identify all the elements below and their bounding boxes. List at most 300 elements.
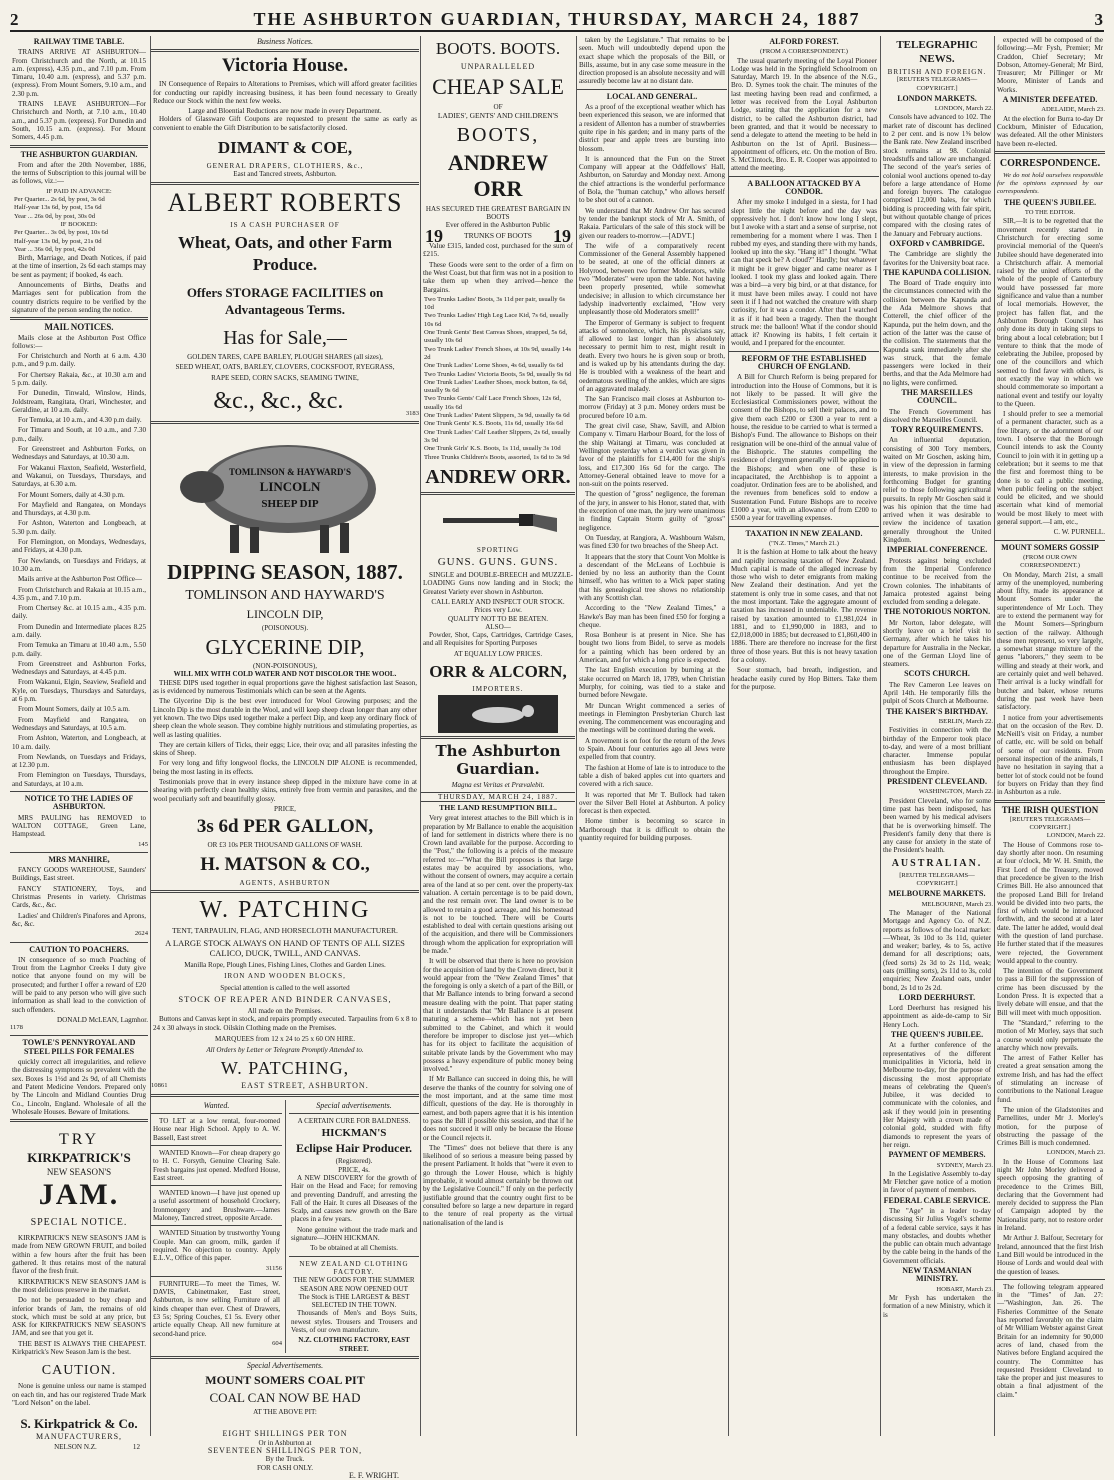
manhire-heading: MRS MANHIRE,: [48, 854, 110, 864]
wanted-item: WANTED known—I have just opened up a useful assortment of household Crockery, Ironmongery and Brushware.—James Maloney, Tancred street, opposite Arcade.: [153, 1189, 280, 1223]
arrive-item: From Flemington on Tuesdays, Thursdays, and Saturdays, at 10 a.m.: [12, 771, 146, 788]
arrive-item: From Dunedin and Intermediate places 8.25 a.m. daily.: [12, 622, 146, 639]
try-label: TRY: [58, 1131, 100, 1149]
rifle-lock-shape: [519, 514, 535, 526]
lincoln-dip-label: LINCOLN DIP,: [246, 606, 324, 621]
news-item: The question of "gross" negligence, the foreman of the jury, in answer to his Honor, stated that, with the exception of one man, the jury were unanimous in finding Captain Storm guilty of "gross" negligence.: [579, 490, 725, 532]
ad-number: 10861: [151, 1082, 168, 1090]
reuter-label: [REUTER TELEGRAMS—COPYRIGHT.]: [899, 871, 975, 888]
guns-inspect: CALL EARLY AND INSPECT OUR STOCK.: [431, 597, 565, 606]
divider: [10, 145, 148, 148]
arrive-item: From Mount Somers, daily at 10.5 a.m.: [18, 705, 130, 714]
of-label: OF: [493, 103, 503, 112]
list-item: Three Trunks Children's Boots, assorted, 1s 6d to 3s 9d: [424, 453, 570, 461]
jubilee-letter-body-2: I should prefer to see a memorial of a permanent character, such as a free library, or the adornment of our town. I observe that the Borough Council intends to ask the County Council to join with it in getting up a celebration; but it seems to me that the first and foremost thing to be done is to call a public meeting, when public feeling on the subject could be elicited, and we should ascertain what kind of memorial would be most likely to meet with general support.—I am, etc.,: [997, 410, 1103, 527]
notices-fee: Birth, Marriage, and Death Notices, if paid at the time of insertion, 2s 6d each stamps may be sent as payment; if booked, 4s each.: [12, 254, 146, 279]
manhire-warehouse: FANCY GOODS WAREHOUSE, Saunders' Buildings, East street.: [12, 866, 146, 883]
list-item: Two Trunks Gents' Calf Lace French Shoes, 12s 6d, usually 16s 6d: [424, 395, 561, 411]
imperial-heading: IMPERIAL CONFERENCE.: [886, 545, 988, 555]
andrew-orr-signature: ANDREW ORR.: [425, 465, 571, 488]
special-notice-heading: SPECIAL NOTICE.: [30, 1217, 128, 1229]
land-bill-para-3: If Mr Ballance can succeed in doing this, he will deserve the thanks of the country for solving one of the most important, and at the same time most difficult, questions of the day. He is thoroughly in earnest, and both papers agree that it is his intention to pass the Bill if possible this session, and that if he does not succeed it will only be because the House or the Council rejects it.: [423, 1075, 573, 1142]
arrive-item: From Newlands, on Tuesdays and Fridays, at 12.30 p.m.: [12, 752, 146, 770]
also-prices: AT EQUALLY LOW PRICES.: [453, 649, 543, 658]
sheep-illustration: [170, 427, 400, 557]
offered-label: Ever offered in the Ashburton Public: [445, 221, 551, 230]
hickman-section: Special advertisements. A CERTAIN CURE FOR BALDNESS. HICKMAN'S Eclipse Hair Producer. (Registered). PRICE, 4s. A NEW DISCOVERY for the growth of Hair on the Head and Face; for removing and preventing Dandruff, and arresting the Fall of the Hair. It cures all Diseases of the Scalp, and causes new growth on the Bare places in a few years. None genuine without the trade mark and signature—JOHN HICKMAN. To be obtained at all Chemists. NEW ZEALAND CLOTHING FACTORY. THE NEW GOODS FOR THE SUMMER SEASON ARE NOW OPENED OUT The Stock is THE LARGEST & BEST SELECTED IN THE TOWN. Thousands of Men's and Boys Suits, newest styles. Trousers and Trousers and Vests, of our own manufacture. N.Z. CLOTHING FACTORY, EAST STREET.: [291, 1100, 417, 1353]
poisonous-label: (POISONOUS).: [261, 623, 309, 632]
column-7: [994, 36, 1105, 1436]
glycerine-dip-label: GLYCERINE DIP,: [205, 635, 365, 660]
mail-item: For Wakanui Flaxton, Seafield, Westerfield, and Wakanui, on Tuesdays, Thursdays, and Saturdays, at 6.30 a.m.: [12, 463, 146, 489]
alford-body: The usual quarterly meeting of the Loyal Pioneer Lodge was held in the Springfield Schoolroom on Saturday, March 19. In the absence of the N.G., Bro. D. Symes took the chair. The minutes of the last meeting having been read and confirmed, a letter was received from the Loyal Ashburton Lodge, stating that the application for a new district, to be called the Ashburton district, had been granted, and that it would be necessary to send a delegate to attend the meeting to be held in Ashburton on the 1st of April. Business—appointment of officers, etc. On the motion of Bro. S. McClintock, Bro. E. R. Cooper was appointed to attend the meeting.: [731, 56, 878, 173]
arrive-item: From Wakanui, Elgin, Seaview, Seafield and Kyle, on Tuesdays, Thursdays and Saturdays, at 6 p.m.: [12, 678, 146, 704]
sheep-label-2: LINCOLN: [259, 478, 321, 494]
news-item: The Emperor of Germany is subject to frequent attacks of somnolence, which, his physicians say, if allowed to last longer than is absolutely necessary to permit him to rest, might result in death. Every two hours he is given soup or broth, and is waked up by his attendants during the day. He is troubled with a weakness of the heart and oedematous swelling of the ankles, which are signs of an aggravated malady.: [579, 318, 725, 393]
mail-item: For Christchurch and North at 6 a.m. 4.30 p.m., and 9 p.m. daily.: [12, 352, 146, 369]
mail-intro: Mails close at the Ashburton Post Office follows:—: [12, 333, 146, 350]
tasmanian-body: Mr Fysh has undertaken the formation of a new Ministry, which it is: [883, 1293, 991, 1319]
news-item: It appears that the story that Count Von Moltke is a descendant of the McLeans of Lochbuie is denied by no less an authority than the Count himself, who has written to a Wick paper stating that his genealogical tree shows no relationship with any Scottish clan.: [579, 552, 725, 602]
oxford-heading: OXFORD v CAMBRIDGE.: [889, 238, 985, 248]
reuter-label: [REUTER'S TELEGRAMS—COPYRIGHT.]: [896, 76, 978, 92]
norton-body: Mr Norton, labor delegate, will shortly leave on a brief visit to Germany, after which he takes his departure for Australia in the Neckar, one of the German Lloyd line of steamers.: [883, 618, 991, 669]
mail-item: For Greenstreet and Ashburton Forks, on Wednesdays and Saturdays, at 10.30 a.m.: [12, 445, 146, 462]
arrive-item: From Ashton, Waterton, and Longbeach, at 10 a.m. daily.: [12, 734, 146, 751]
land-bill-continued: taken by the Legislature." That remains to be seen. Much will undoubtedly depend upon the exact shape which the proposals of the Bill, or Bills, assume, but in any case some measure in the direction proposed is an absolute necessity and will assuredly become law at no distant date.: [579, 36, 725, 86]
taxation-heading: TAXATION IN NEW ZEALAND.: [745, 528, 863, 538]
subscription-terms: IF PAID IN ADVANCE: Per Quarter... 2s 6d, by post, 3s 6d Half-year 13s 6d, by post, 15s 6d Year ... 26s 0d, by post, 30s 0d IF BOOKED: Per Quarter... 3s 0d, by post, 10s 6d Half-year 13s 0d, by post, 21s 0d Year ... 36s 0d, by post, 42s 0d: [14, 187, 112, 253]
railway-arrive: TRAINS ARRIVE AT ASHBURTON—From Christchurch and the North, at 10.15 a.m. (express), 4.35 p.m., and 7.10 p.m. From Timaru, 10.40 a.m. (express), and 5.37 p.m. (express). From Mount Somers, 9.10 a.m., and 2.30 p.m.: [12, 48, 146, 98]
mail-item: For Ashton, Waterton and Longbeach, at 5.30 p.m. daily.: [12, 519, 146, 536]
masthead: [10, 6, 1104, 32]
coal-location: AT THE ABOVE PIT:: [253, 1408, 317, 1417]
farm-produce-label: Wheat, Oats, and other Farm Produce.: [177, 232, 393, 274]
church-reform-heading: REFORM OF THE ESTABLISHED CHURCH OF ENGLAND.: [741, 353, 867, 371]
irish-body: Mr Arthur J. Balfour, Secretary for Ireland, announced that the first Irish Land Bill would be introduced in the House of Lords and would deal with the question of leases.: [997, 1234, 1103, 1276]
news-item: It is announced that the Fun on the Street Company will appear at the Oddfellows' Hall, Ashburton, on Saturday and Monday next. Among the chief attractions is the wonderful performance of Bola, the "human catchup," who allows herself to be shot out of a cannon.: [579, 154, 725, 205]
dip-body-4: For very long and fifty longwool flocks, the LINCOLN DIP ALONE is recommended, being the most lasting in its effects.: [153, 759, 417, 776]
ad-number: 145: [138, 840, 148, 848]
coal-ashburton: Or in Ashburton at: [258, 1438, 312, 1447]
irish-body: In the House of Commons last night Mr John Morley delivered a speech opposing the granting of precedence to the Crimes Bill, declaring that the Government had merely decided to suppress the Plan of Campaign adopted by the Nationalist party, not to restore order in Ireland.: [997, 1157, 1103, 1233]
dip-body-2: The Glycerine Dip is the best ever introduced for Wool Growing purposes; and the Lincoln Dip is the most durable in the Wool, and will keep sheep clean longer than any other yet known. The two Dips used together make a perfect Dip, and keep any ordinary flock of sheep clean the whole season. They combine highly nutritious and stimulating properties, as well as lasting qualities.: [153, 697, 417, 739]
cheap-sale-label: CHEAP SALE: [432, 74, 564, 100]
guardian-heading: THE ASHBURTON GUARDIAN.: [20, 149, 138, 159]
newspaper-title: The Ashburton Guardian.: [435, 742, 561, 779]
irish-body: The "Standard," referring to the motion of Mr Morley, says that such a course would only perpetuate the anarchy which now prevails.: [997, 1018, 1103, 1052]
dimant-address: East and Tancred streets, Ashburton.: [233, 170, 337, 179]
patching-canvases: STOCK OF REAPER AND BINDER CANVASES,: [178, 993, 392, 1004]
land-bill-para-2: It will be observed that there is here no provision for the acquisition of land by the Crown direct, but it would appear from the "New Zealand Times" that the foregoing is only a sketch of a part of the Bill, or that Mr Ballance intends to bring forward a second measure dealing with the point. That paper stating that it understands that "Mr Ballance is at present maturing a scheme—which has not yet been submitted to the Cabinet, and which it would therefore be improper to disclose just yet—which has for its object to facilitate the acquisition of suitable private lands by the Government who may possess a heavy expenditure of public money being involved.": [423, 957, 573, 1074]
coal-price-town: SEVENTEEN SHILLINGS PER TON,: [207, 1446, 363, 1456]
boots-heading: BOOTS. BOOTS.: [435, 39, 561, 58]
kirkpatrick-footer: [18, 1443, 140, 1451]
column-4: [576, 36, 727, 1436]
mail-item: For Timaru and South, at 10 a.m., and 7.30 p.m., daily.: [12, 426, 146, 443]
column-1: [10, 36, 148, 1452]
dateline: MELBOURNE, March 23.: [921, 900, 993, 908]
list-item: Two Trunks Ladies' High Leg Lace Kid, 7s 6d, usually 10s 6d: [424, 312, 569, 328]
list-item: One Trunk Ladies' Leather Shoes, mock button, 6s 6d, usually 9s 6d: [424, 378, 568, 395]
special-3: Do not be persuaded to buy cheap and inferior brands of Jam, the remains of old stock, which must be sold at any price, but ASK for KIRKPATRICK'S NEW SEASON'S JAM, and see that you get it.: [12, 1296, 146, 1338]
arrive-item: From Christchurch and Rakaia at 10.15 a.m., 4.35 p.m., and 7.10 p.m.: [12, 585, 146, 602]
patching-repairs: Buttons and Canvas kept in stock, and repairs promptly executed. Tarpaulins from 6 x 8 to 24 x 30 always in stock. Oilskin Clothing made on the Premises.: [153, 1015, 417, 1032]
tory-heading: TORY REQUIREMENTS.: [890, 425, 984, 435]
guns-body: SINGLE and DOUBLE-BREECH and MUZZLE-LOADING Guns now landing and in Stock; the Greatest Variety ever shown in Ashburton.: [423, 571, 573, 596]
payment-heading: PAYMENT OF MEMBERS.: [888, 1150, 986, 1160]
scots-body: The Rev Cameron Lee leaves on April 14th. He temporarily fills the pulpit of Scots Church at Melbourne.: [883, 680, 991, 706]
price-label: PRICE,: [274, 804, 296, 813]
notices-verify: Announcements of Births, Deaths and Marriages sent for publication from the country districts require to be verified by the signature of the person sending the notice.: [12, 281, 146, 314]
newspaper-date: THURSDAY, MARCH 24, 1887.: [421, 792, 575, 802]
column-6: [880, 36, 993, 1436]
mail-item: For Newlands, on Tuesdays and Fridays, at 10.30 a.m.: [12, 556, 146, 573]
railway-leave: TRAINS LEAVE ASHBURTON—For Christchurch and North, at 7.10 a.m., 10.40 a.m., and 5.37 p.m. (express). For Dunedin and South, 10.15 a.m. (express). For Mount Somers, 4.45 p.m.: [12, 100, 146, 142]
rifle-illustration: [433, 498, 563, 544]
albert-roberts-heading: ALBERT ROBERTS: [167, 187, 403, 217]
sheep-leg-shape: [230, 525, 239, 553]
tasmanian-heading: NEW TASMANIAN MINISTRY.: [902, 1266, 972, 1284]
special-ads-heading: Special Advertisements.: [246, 1360, 324, 1370]
victoria-body-1: IN Consequence of Repairs to Alterations to Premises, which will afford greater facilities for conducting our rapidly increasing business, it has been found necessary to Greatly Reduce our Stock within the next few weeks.: [153, 80, 417, 105]
melbourne-body: The Manager of the National Mortgage and Agency Co. of N.Z. reports as follows of the local market:—Wheat, 3s 10d to 3s 11d, quieter and weaker; barley, 4s to 5s, active demand for all descriptions; oats, (feed sorts) 2s 3d to 2s 11d, weak; oats (milling sorts), 2s 11d to 3s, cold enquiries; New Zealand oats, under bond, 2s 1d to 2s 2d.: [883, 908, 991, 992]
land-bill-heading: THE LAND RESUMPTION BILL.: [439, 802, 557, 812]
guardian-terms-intro: From and after the 20th November, 1886, the terms of Subscription to this journal will be as follows, viz.:—: [12, 160, 146, 186]
mail-heading: MAIL NOTICES.: [44, 322, 114, 333]
dimant-coe-heading: DIMANT & COE,: [217, 138, 353, 158]
dog-head-shape: [522, 705, 534, 717]
column-3: [420, 36, 575, 1436]
ladies-heading: NOTICE TO THE LADIES OF ASHBURTON.: [24, 794, 134, 812]
dateline: SYDNEY, March 23.: [936, 1161, 993, 1169]
trunks-label: TRUNKS OF BOOTS: [464, 230, 532, 240]
reuter-label: [REUTER'S TELEGRAMS—COPYRIGHT.]: [1009, 815, 1091, 832]
coal-cash: FOR CASH ONLY.: [256, 1463, 314, 1472]
patching-heading: W. PATCHING: [199, 896, 371, 923]
sheep-head-shape: [180, 471, 224, 503]
coal-pit-heading: MOUNT SOMERS COAL PIT: [205, 1373, 365, 1388]
sheep-leg-shape: [320, 525, 329, 553]
alford-source: (FROM A CORRESPONDENT.): [760, 48, 848, 56]
rifle-barrel-shape: [443, 518, 523, 523]
nonpoisonous-label: (NON-POISONOUS),: [252, 662, 318, 671]
dateline: HOBART, March 23.: [936, 1285, 993, 1293]
wanted-item: TO LET at a low rental, four-roomed House near High School. Apply to A. W. Bassell, East street: [153, 1117, 280, 1142]
local-general-heading: LOCAL AND GENERAL.: [606, 91, 698, 101]
guns-heading: GUNS. GUNS. GUNS.: [437, 556, 559, 569]
jubilee-letter-body: SIR,—It is to be regretted that the movement recently started in Christchurch for erecting some provincial memorial of the Queen's Jubilee should have degenerated into a Christchurch affair. A memorial raised by the united efforts of the whole of the people of Canterbury would have possessed far more significance and value than a number of local memorials. However, the project has fallen flat, and the Ashburton Borough Council has only done its duty in taking steps to bring about a local celebration; but I venture to think that the mode of celebrating the Jubilee, proposed by one of the councillors and which seemed to find favor with others, is not exactly the way in which we should commemorate so important a national event and testify our loyalty to the Queen.: [997, 217, 1103, 408]
mount-somers-body-2: I notice from your advertisements that on the occasion of the Rev. D. McNeill's visit on Friday, a number of cattle, etc. will be sold on behalf of some of our residents. From personal inspection of the animals, I have no hesitation in saying that a better lot of stock could not be found for buyers on Friday than they find in Ashburton as a rule.: [997, 713, 1103, 797]
ad-number: 31156: [265, 1264, 282, 1272]
ad-number: 2624: [134, 930, 148, 938]
news-item: Home timber is becoming so scarce in Marlborough that it is difficult to obtain the quantity required for building purposes.: [579, 817, 725, 843]
value-label: Value £315, landed cost, purchased for the sum of £215.: [423, 242, 573, 259]
patching-premises: All made on the Premises.: [247, 1006, 323, 1015]
jubilee-heading: THE QUEEN'S JUBILEE.: [890, 1030, 984, 1040]
list-item: One Trunk Ladies' Calf Leather Slippers, 2s 6d, usually 3s 9d: [424, 428, 571, 444]
wanted-item: WANTED Known—For cheap drapery go to H. C. Forsyth, Genuine Clearing Sale. Fresh bargains just opened. Medford House, East street.: [153, 1148, 280, 1182]
scots-heading: SCOTS CHURCH.: [904, 669, 970, 679]
has-for-sale-label: Has for Sale,—: [223, 326, 347, 349]
federal-cable-heading: FEDERAL CABLE SERVICE.: [883, 1195, 991, 1205]
news-item: As a proof of the exceptional weather which has been experienced this season, we are informed that a resident of Allenton has a number of strawberries quite ripe in his garden; and in many parts of the district pear and apple trees are bursting into blossom.: [579, 103, 725, 153]
sheep-leg-shape: [340, 523, 349, 553]
news-item: According to the "New Zealand Times," a Hawke's Bay man has been fined £50 for forging a cheque.: [579, 604, 725, 629]
news-item: The last English execution by burning at the stake occurred on March 18, 1789, when Christian Murphy, for coining, was tied to a stake and burned before Newgate.: [579, 666, 725, 700]
news-item: The fashion at Home of late is to introduce to the table a dish of baked apples cut into quarters and covered with a rich sauce.: [579, 763, 725, 789]
poachers-body: IN consequence of so much Poaching of Trout from the Lagmhor Creeks I duty give notice that anyone found on my will be prosecuted; and further I offer a reward of £20 will be paid to any person who will give such information as shall lead to the conviction of such offenders.: [12, 955, 146, 1014]
patching-blocks: IRON AND WOODEN BLOCKS,: [224, 972, 346, 981]
wanted-item: FURNITURE—To meet the Times, W. DAVIS, Cabinetmaker, East street, Ashburton, is now selling Furniture of all kinds cheaper than ever. Chest of Drawers, £3 5s; Spring Couches, £1 5s. Every other article equally Cheap. All new furniture at second-hand price.: [153, 1279, 280, 1338]
victoria-body-2: Large and Bloential Reductions are now made in every Department.: [188, 107, 382, 116]
irish-body: The arrest of Father Keller has created a great sensation among the extreme Irish, and has had the effect of stimulating an increase of contributions to the National League fund.: [997, 1054, 1103, 1104]
arrive-item: From Temuka an Timaru at 10.40 a.m., 5.50 p.m. daily.: [12, 641, 146, 658]
payment-body: In the Legislative Assembly to-day Mr Fletcher gave notice of a motion in favor of payment of members.: [883, 1169, 991, 1195]
importers-label: IMPORTERS.: [472, 685, 524, 694]
sale-line-1: GOLDEN TARES, CAPE BARLEY, PLOUGH SHARES (all sizes),: [187, 352, 383, 361]
mount-somers-source: (FROM OUR OWN CORRESPONDENT.): [1020, 553, 1080, 570]
pauling-notice: MRS PAULING has REMOVED to WALTON COTTAGE, Green Lane, Hampstead.: [12, 813, 146, 839]
sporting-label: SPORTING: [476, 545, 520, 554]
sheep-label-3: SHEEP DIP: [261, 497, 319, 510]
correspondence-heading: CORRESPONDENCE.: [999, 157, 1101, 169]
british-foreign-label: BRITISH AND FOREIGN.: [887, 68, 987, 76]
mail-item: For Temuka, at 10 a.m., and 4.30 p.m daily.: [18, 416, 142, 425]
tomlinson-heading: TOMLINSON AND HAYWARD'S: [185, 587, 385, 603]
railway-heading: RAILWAY TIME TABLE.: [33, 37, 125, 46]
victoria-house-heading: Victoria House.: [222, 55, 348, 77]
list-item: One Trunk Gents' Best Canvas Shoes, strapped, 5s 6d, usually 10s 6d: [424, 329, 568, 345]
london-markets-body: Consols have advanced to 102. The market rate of discount has declined to 2 per cent. and is now 1⅝ below the Bank rate. New Zealand inscribed stock remains at 98. Colonial breadstuffs and tallow are unchanged. The second of the year's series of colonial wool auctions opened to-day before a large attendance of Home and foreign buyers. The catalogue comprised 12,000 bales, for which bidding is proceeding with fair spirit, but without quotable change of prices compared with the closing rates of the January and February auctions.: [883, 113, 991, 238]
kapunda-body: The Board of Trade enquiry into the circumstances connected with the collision between the Kapunda and the Ada Melmore shows that Cotterell, the chief officer of the Kapunda, put the helm down, and the action of the latter was the cause of the collision. The statements that the Kapunda sank immediately after she was struck, that the female passengers were locked in their berths, and that the Ada Melmore had no lights, were confirmed.: [883, 279, 991, 387]
dateline: LONDON, March 22.: [934, 105, 993, 113]
dog-illustration: [438, 695, 558, 733]
poachers-signature: DONALD McLEAN, Lagmhor.: [56, 1015, 148, 1024]
news-item: The great civil case, Shaw, Savill, and Albion Company v. Timaru Harbour Board, for the loss of the ship Waitangi at Timaru, was concluded at Wellington yesterday when a verdict was given in favor of the plaintiffs for £14,400 for the ship's loss, and £17,300 16s 6d for the cargo. The Attorney-General obtained leave to move for a non-suit on the points reserved.: [579, 422, 725, 489]
news-item: The San Francisco mail closes at Ashburton to-morrow (Friday) at 3 p.m. Money orders must be procured before 10 a.m.: [579, 395, 725, 420]
news-item: It was reported that Mr T. Bullock had taken over the Silver Bell Hotel at Ashburton. A policy forecast is then expected.: [579, 790, 725, 816]
coal-price-pit: EIGHT SHILLINGS PER TON: [222, 1429, 348, 1439]
new-season-label: NEW SEASON'S: [46, 1167, 112, 1178]
patching-signature: W. PATCHING,: [220, 1058, 350, 1079]
to-editor-label: TO THE EDITOR.: [1024, 209, 1076, 217]
dateline: BERLIN, March 22.: [938, 717, 993, 725]
arrive-item: From Chertsey &c. at 10.15 a.m., 4.35 p.m. daily.: [12, 604, 146, 621]
australian-heading: AUSTRALIAN.: [891, 857, 983, 869]
list-item: Two Trunk Ladies' French Shoes, at 10s 9d, usually 14s 2d: [424, 345, 572, 361]
wanted-section: [151, 1100, 286, 1353]
list-item: One Trunk Gents' K.S. Boots, 11s 6d, usually 16s 6d: [424, 420, 563, 428]
mail-item: For Mount Somers, daily at 4.30 p.m.: [18, 490, 125, 499]
etc-label: &c., &c., &c.: [213, 387, 344, 414]
mount-somers-heading: MOUNT SOMERS GOSSIP: [1001, 542, 1099, 552]
irish-body: The union of the Gladstonites and Parnellites, under Mr J. Morley's motion, for the purpose of obstructing the passage of the Crimes Bill is much condemned.: [997, 1105, 1103, 1148]
patching-address: EAST STREET, ASHBURTON.: [241, 1081, 369, 1091]
deerhurst-heading: LORD DEERHURST.: [898, 992, 976, 1002]
towle-body: quickly correct all irregularities, and relieve the distressing symptoms so prevalent with the sex. Boxes 1s 1½d and 2s 9d, of all Chemists and Patent Medicine Vendors. Prepared only by The Lincoln and Midland Counties Drug Co., Lincoln, England. Wholesale of all the Wholesale Houses. Beware of Imitations.: [12, 1058, 146, 1116]
wanted-heading: Wanted.: [203, 1100, 230, 1110]
mail-item: For Mayfield and Rangatea, on Mondays and Thursdays, at 4.30 p.m.: [12, 500, 146, 518]
marseilles-body: The French Government has dissolved the Marseilles Council.: [883, 407, 991, 424]
taxation-source: ("N.Z. Times," March 21.): [768, 539, 840, 547]
coal-truck: By the Truck.: [265, 1455, 305, 1464]
rifle-stock-shape: [533, 514, 557, 532]
matson-heading: H. MATSON & CO.,: [200, 853, 370, 875]
special-2: KIRKPATRICK'S NEW SEASON'S JAM is the most delicious preserve in the market.: [12, 1277, 146, 1294]
wanted-item: WANTED Situation by trustworthy Young Couple. Man can groom, milk, garden if required. No objection to country. Apply E.L.V., Office of this paper.: [153, 1229, 280, 1263]
prices-label: Prices very Low.: [474, 606, 522, 615]
land-bill-para-4: The "Times" does not believe that there is any likelihood of so serious a measure being passed by the present Parliament. It holds that "were it even to go through the Lower House, which is highly improbable, it would almost certainly be thrown out by the Legislative Council." If only on the perfectly justifiable ground that the country ought first to be consulted before so large a new departure in regard to the tenure of real property as the virtual nationalisation of the land is: [423, 1143, 573, 1227]
list-item: Two Trunks Ladies' Victoria Boots, 5s 9d, usually 9s 6d: [424, 370, 572, 378]
list-item: One Trunk Ladies' Lorne Shoes, 4s 6d, usually 6s 6d: [424, 362, 564, 370]
patching-attention: Special attention is called to the well assorted: [220, 983, 350, 992]
boots-label: BOOTS,: [456, 123, 540, 146]
news-item: The wife of a comparatively recent Commissioner of the General Assembly happened to be seated, at one of the official dinners at Holyrood, between two former Moderators, while two "Moderates" were upon the table. Not having been properly presented, while somewhat undecisive; in allusion to which circumstance her ladyship inadvertently exclaimed, "How very unpleasantly those old Moderators smell!": [579, 241, 725, 317]
masthead-title: THE ASHBURTON GUARDIAN, THURSDAY, MARCH 24, 1887: [253, 9, 861, 29]
kapunda-heading: THE KAPUNDA COLLISION.: [883, 267, 991, 277]
storage-label: Offers STORAGE FACILITIES on Advantageous Terms.: [186, 284, 384, 317]
purchased-label: HAS SECURED THE GREATEST BARGAIN IN BOOTS: [425, 204, 571, 222]
ad-number: 12: [132, 1443, 140, 1452]
also-body: Powder, Shot, Caps, Cartridges, Cartridge Cases, and all Requisites for Sporting Purposes: [423, 631, 573, 648]
also-label: ALSO—: [485, 622, 511, 631]
price-value: 3s 6d PER GALLON,: [196, 816, 374, 838]
dipping-season-heading: DIPPING SEASON, 1887.: [167, 559, 403, 584]
dog-body-shape: [472, 707, 524, 723]
page-number: 2: [10, 10, 20, 29]
victoria-body-3: Holders of Glassware Gift Coupons are requested to present the same as early as convenient to enable the Gift Distribution to be satisfactorily closed.: [153, 115, 417, 132]
taxation-body: It is the fashion at Home to talk about the heavy and rapidly increasing taxation of New Zealand. Much capital is made of the alleged increase by those who wish to deter emigrants from making New Zealand their destination. And yet the statement is only true in some cases, and that not the most important. Take the aggregate amount of taxation has increased in undeniable. The revenue raised by taxation amounted to £1,981,024 in 1881, and to £1,990,000 in 1883, and to £2,018,000 in 1885; but decreased to £1,860,400 in 1886. There are therefore no increase for the first three of those years. But this is not heavy taxation for a colony.: [731, 548, 877, 665]
special-1: KIRKPATRICK'S NEW SEASON'S JAM is made from NEW GROWN FRUIT, and boiled within a few hours after the fruit has been gathered. It thus retains most of the natural flavor of the fresh fruit.: [12, 1234, 146, 1276]
sale-line-2: SEED WHEAT, OATS, BARLEY, CLOVERS, COCKSFOOT, RYEGRASS,: [175, 363, 395, 372]
ad-number: 604: [272, 1339, 282, 1347]
ladies-gents-label: LADIES', GENTS' AND CHILDREN'S: [437, 110, 559, 120]
kirkpatrick-brand: KIRKPATRICK'S: [27, 1150, 131, 1166]
patching-ropes: Manilla Rope, Plough Lines, Fishing Lines, Clothes and Garden Lines.: [184, 961, 386, 970]
jubilee-body: At a further conference of the representatives of the different municipalities in Victoria, held in Melbourne to-day, for the purpose of discussing the most appropriate means of celebrating the Queen's Jubilee, it was decided to communicate with the colonies, and ask if they would join in presenting Her Majesty with a crown made of colonial gold, studded with fifty diamonds to represent the years of her reign.: [883, 1041, 991, 1149]
orr-alcorn-heading: ORR & ALCORN,: [429, 662, 567, 682]
ad-number: 1178: [10, 1024, 23, 1032]
minister-defeated-body: At the election for Burra to-day Dr Cockburn, Minister of Education, was defeated. All the other Ministers have been re-elected.: [997, 114, 1103, 148]
patching-orders: All Orders by Letter or Telegram Promptly Attended to.: [206, 1046, 364, 1055]
dateline: WASHINGTON, March 22.: [918, 788, 993, 796]
caution-heading: CAUTION.: [41, 1363, 117, 1379]
dip-body-3: They are certain killers of Ticks, their eggs; Lice, their ova; and all parasites infesting the skins of Sheep.: [153, 740, 417, 758]
cleveland-body: President Cleveland, who for some time past has been indisposed, has been warned by his medical advisers that he is overworking himself. The President's family deny that there is any cause for anxiety in the state of the President's health.: [883, 796, 991, 855]
quality-label: QUALITY NOT TO BE BEATEN.: [447, 614, 549, 623]
tory-body: An influential deputation, consisting of 300 Tory members, waited on Mr Goschen, asking him, in view of the depression in farming interests, to make provision in the forthcoming Budget for granting relief to those following agricultural pursuits. In reply Mr Goschen said it was his opinion that the time had arrived when it was desirable to review the incidence of taxation generally throughout the United Kingdom.: [883, 436, 991, 545]
hop-bitters-ad: Sour stomach, bad breath, indigestion, and headache easily cured by Hop Bitters. Take them for the purpose.: [731, 666, 877, 691]
mix-label: WILL MIX WITH COLD WATER AND NOT DISCOLOR THE WOOL.: [173, 670, 397, 679]
news-item: We understand that Mr Andrew Orr has secured by tender the bankrupt stock of Mr A. Smith, of Rakaia. Particulars of the sale of this stock will be given our readers to-morrow.—[ADVT.]: [579, 206, 725, 240]
boots-price-list: [424, 296, 572, 462]
deerhurst-body: Lord Deerhurst has resigned his appointment as aide-de-camp to Sir Henry Loch.: [883, 1004, 991, 1029]
dip-body-5: Testimonials prove that in every instance sheep dipped in the mixture have come in at shearing with perfectly clean healthy skins, entirely free from vermin and parasites, and the wool peculiarly soft and beautifully glossy.: [153, 778, 417, 803]
church-reform-body: A Bill for Church Reform is being prepared for introduction into the House of Commons, but it is not likely to be passed. It will give the Ecclesiastical Commissioners power, without the consent of the Bishops, to sell their palaces, and to give them each £200 or £300 a year to rent a house, the residue to be carried to what is termed a Bishop's Fund. The allowance to Bishops on their resignation will be one-third of the annual value of the Bishopric. The statutes compelling the residence of clergymen generally will be applied to the Bishops; and when one of these is incapacitated, the Archbishop is to appoint a coadjutor. Ordination fees are to be abolished, and the revenues from benefices sold to endow a Sustentation Fund. Future Bishops are to receive £1000 a year, with an allowance of from £200 to £500 a year for travelling expenses.: [731, 373, 877, 523]
oxford-body: The Cambridge are slightly the favorites for the University boat race.: [883, 250, 991, 267]
manhire-pinafores: Ladies' and Children's Pinafores and Aprons, &c, &c.: [12, 911, 146, 928]
news-item: Mr Duncan Wright commenced a series of meetings in Flemington Presbyterian Church last evening. The commencement was encouraging and the meetings will be continued during the week.: [579, 701, 725, 735]
norton-heading: THE NOTORIOUS NORTON.: [883, 607, 991, 617]
ad-number: 3183: [405, 409, 419, 417]
towle-heading: TOWLE'S PENNYROYAL AND STEEL PILLS FOR FEMALES: [22, 1038, 136, 1056]
tasmanian-continued: expected will be composed of the following:—Mr Fysh, Premier; Mr Craddon, Chief Secretary; Mr Dobson, Attorney-General; Mr Bird, Treasurer; Mr Pillinger or Mr Moore, Minister of Lands and Works.: [997, 36, 1103, 94]
arrive-item: From Greenstreet and Ashburton Forks, Wednesdays and Saturdays, at 4.45 p.m.: [12, 659, 146, 677]
mail-item: For Chertsey Rakaia, &c., at 10.30 a.m and 5 p.m. daily.: [12, 370, 146, 387]
washington-telegram: The following telegram appeared in the "Times" of Jan. 27:—"Washington, Jan. 26. The Fisheries Committee of the Senate has reported favorably on the claim of Mr William Webster against Great Britain for an indemnity for 90,000 acres of land, chased from the Natives before England acquired the country. The Committee has requested President Cleveland to take the proper and just measures to obtain a final adjustment of the claim.": [997, 1282, 1103, 1399]
melbourne-heading: MELBOURNE MARKETS.: [888, 889, 986, 899]
dip-body-1: THESE DIPS used together in equal proportions gave the highest satisfaction last Season, as is evidenced by numerous Testimonials which can be seen at the Agents.: [153, 678, 417, 696]
alford-forest-heading: ALFORD FOREST.: [769, 37, 839, 46]
column-5: [728, 36, 879, 1436]
special-4: THE BEST IS ALWAYS THE CHEAPEST. Kirkpatrick's New Season Jam is the best.: [12, 1339, 146, 1356]
patching-stock: A LARGE STOCK ALWAYS ON HAND OF TENTS OF ALL SIZES CALICO, DUCK, TWILL, AND CANVAS.: [165, 938, 405, 959]
sheep-leg-shape: [250, 527, 259, 553]
mount-somers-body: On Monday, March 21st, a small army of the unemployed, numbering about fifty, made its appearance at Mount Somers under the superintendence of Mr Loch. They are to extend the permanent way for the Mount Somers—Springburn section of the railway. Although these men represent, so very largely, a somewhat strange mixture of the genus "laborers," they seem to be willing and steady at their work, and are certainly quiet and well behaved. Their arrival is a lucky windfall for butcher and baker, whose returns during the past week have been satisfactory.: [997, 570, 1103, 712]
list-item: Two Trunks Ladies' Boots, 3s 11d per pair, usually 6s 10d: [424, 295, 566, 312]
trunks-count-left: 19: [425, 225, 443, 246]
mail-item: For Dunedin, Tinwald, Winslow, Hinds, Joldstream, Rangitata, Orari, Winchester, and Geraldine, at 10 a.m. daily.: [12, 389, 146, 414]
dateline: ADELAIDE, March 23.: [1041, 106, 1105, 114]
telegraphic-news-heading: TELEGRAPHIC NEWS.: [896, 39, 978, 65]
nelson-label: NELSON N.Z.: [54, 1443, 97, 1452]
news-item: A movement is on foot for the return of the Jews to Spain. About four centuries ago all Jews were expelled from that country.: [579, 736, 725, 762]
matson-agents: AGENTS, ASHBURTON: [239, 878, 331, 887]
arrive-item: From Mayfield and Rangatea, on Wednesdays and Saturdays, at 10.5 a.m.: [12, 715, 146, 732]
dateline: LONDON, March 23.: [1046, 1149, 1105, 1157]
page-number-right: 3: [1094, 10, 1104, 29]
dateline: LONDON, March 22.: [1046, 832, 1105, 840]
coal-available: COAL CAN NOW BE HAD: [209, 1390, 361, 1406]
list-item: One Trunk Ladies' Patent Slippers, 3s 9d, usually 6s 6d: [424, 412, 570, 420]
column-2-advertisements: [150, 36, 419, 1480]
mail-item: For Flemington, on Mondays, Wednesdays, and Fridays, at 4.30 p.m.: [12, 538, 146, 555]
minister-defeated-heading: A MINISTER DEFEATED.: [1002, 95, 1098, 105]
patching-marquees: MARQUEES from 12 x 24 to 25 x 60 ON HIRE.: [214, 1034, 356, 1043]
mails-arrive: Mails arrive at the Ashburton Post Office—: [18, 575, 142, 584]
kaiser-body: Festivities in connection with the birthday of the Emperor took place to-day, and were of a most brilliant character. Immense popular enthusiasm has been displayed throughout the Empire.: [883, 726, 991, 776]
cleveland-heading: PRESIDENT CLEVELAND.: [887, 777, 987, 787]
andrew-orr-heading: ANDREW ORR: [447, 149, 549, 201]
irish-body: The intention of the Government to pass a Bill for the suppression of crime has been discussed by the London Press. It is expected that a lively debate will ensue, and that the Bill will meet with much opposition.: [997, 967, 1103, 1017]
irish-question-heading: THE IRISH QUESTION: [1001, 804, 1099, 815]
unparalleled-label: UNPARALLELED: [460, 62, 536, 71]
sheep-label-1: TOMLINSON & HAYWARD'S: [228, 466, 352, 477]
lower-ad-split: [151, 1100, 419, 1353]
kirkpatrick-company: S. Kirkpatrick & Co.: [20, 1416, 138, 1432]
manufacturers-label: MANUFACTURERS,: [35, 1432, 123, 1442]
irish-body: The House of Commons rose to-day shortly after noon. On resuming at four o'clock, Mr W. H. Smith, the First Lord of the Treasury, moved that precedence be given to the Irish Crimes Bill. He also announced that the proposed Land Bill for Ireland would be divided into two parts, the first of which would be introduced forthwith, and the second at a later date. The latter he added, would deal with the question of land purchase. He further stated that if the measures were rejected, the Government would appeal to the country.: [997, 840, 1103, 965]
london-markets-heading: LONDON MARKETS.: [897, 93, 977, 103]
land-bill-para-1: Very great interest attaches to the Bill which is in preparation by Mr Ballance to enable the acquisition of land for settlement in districts where there is no Crown land available for the purpose. According to the "Post," the following is a précis of the measure referred to:—"What the Bill proposes is that large estates may be acquired by associations, who, without the consent of owners, may acquire a certain area of the land at so per cent. over the property-tax valuation. A certain percentage is to be paid down, and the rest remain over. The land owner is to be allowed to retain a good acreage, and his homestead is not to be touched. There will be Courts established to deal with certain questions arising out of the acquisition, and there will be Commissioners through whom the application for expropriation will be made.": [423, 814, 573, 955]
correspondence-note: We do not hold ourselves responsible for the opinions expressed by our correspondents.: [997, 171, 1103, 196]
marseilles-heading: THE MARSEILLES COUNCIL.: [901, 387, 973, 406]
imperial-body: Protests against being excluded from the Imperial Conference continue to be received from the Crown colonies. The inhabitants of Jamaica protested against being excluded from sending a delegate.: [883, 556, 991, 607]
news-item: Rosa Bonheur is at present in Nice. She has bought two lions from Bidel, to serve as models for a painting which has been ordered by an American, and for which a long price is expected.: [579, 631, 725, 665]
manhire-stationery: FANCY STATIONERY, Toys, and Christmas Presents in variety. Christmas Cards, &c., &c.: [12, 884, 146, 910]
trunks-count-right: 19: [553, 225, 571, 246]
dimant-description: GENERAL DRAPERS, CLOTHIERS, &c.,: [206, 162, 364, 171]
balloon-body: After my smoke I indulged in a siesta, for I had slept little the night before and the day was oppressively hot. I don't know how long I slept, but I awoke with a start and a sense of surprise, not remembering for a moment where I was. Then I rubbed my eyes, and standing there with my hands, looked up into the sky. "Hang it!" I thought. "What can that speck be? A cloud?" Hardly; but whatever it might be it grew bigger and came nearer as I looked. I took my glass and looked again. There was a bird—a very big bird, or at that distance, for it must have been miles away. I could not have seen it if I had not watched the creature with sharp curiosity, for it was a condor. After that I watched it as if it had been a tragedy. Then the thought struck me: the balloon! What if the condor should attack it? Knowing its habits, I felt certain it would, and I prepared for the encounter.: [731, 198, 877, 348]
newspaper-motto: Magna est Veritas et Prævalebit.: [451, 781, 545, 790]
caution-body: None is genuine unless our name is stamped on each tin, and has our registered Trade Mark "Lord Nelson" on the label.: [12, 1382, 146, 1407]
kaiser-heading: THE KAISER'S BIRTHDAY.: [886, 706, 988, 716]
list-item: One Trunk Girls' K.S. Boots, 1s 11d, usually 3s 10d: [424, 445, 561, 453]
letter-signature: C. W. PURNELL.: [1053, 528, 1105, 537]
federal-cable-body: The "Age" in a leader to-day discussing Sir Julius Vogel's scheme of a federal cable service, says it has many obstacles, and doubts whether the public can obtain much advantage by the cable being in the hands of the Government officials.: [883, 1207, 991, 1265]
poachers-heading: CAUTION TO POACHERS.: [29, 944, 129, 954]
